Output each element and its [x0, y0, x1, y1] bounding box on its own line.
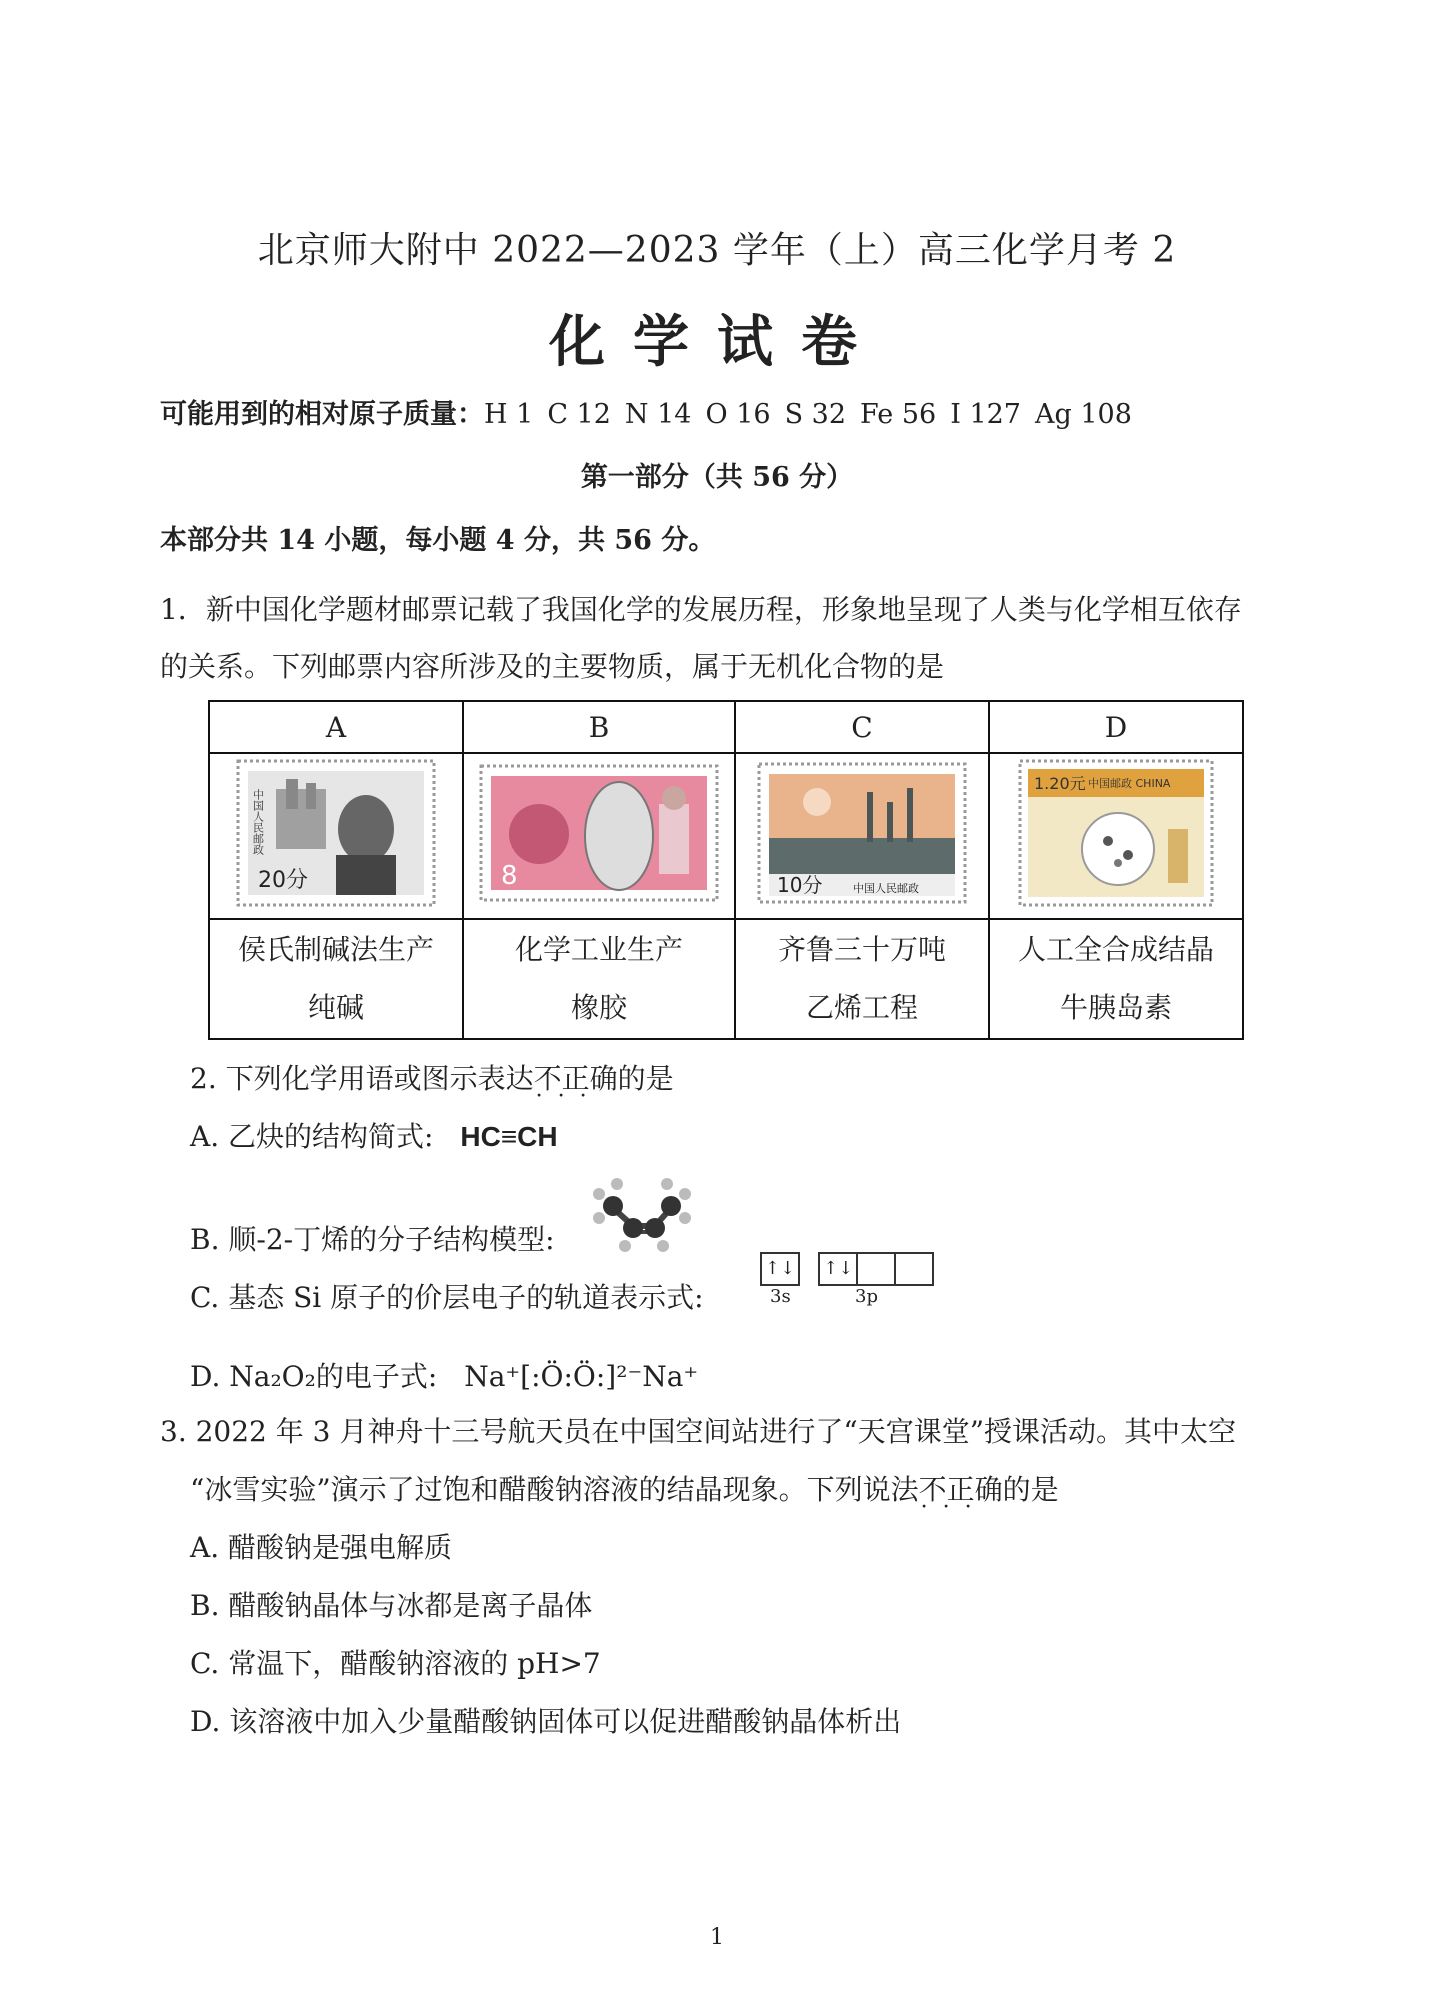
exam-title: 北京师大附中 2022—2023 学年（上）高三化学月考 2 — [257, 230, 1177, 271]
q2-option-c: C. 基态 Si 原子的价层电子的轨道表示式: — [190, 1281, 704, 1314]
q3-option-c: C. 常温下，醋酸钠溶液的 pH>7 — [190, 1647, 601, 1680]
q3-option-d: D. 该溶液中加入少量醋酸钠固体可以促进醋酸钠晶体析出 — [190, 1705, 902, 1738]
q3-option-a: A. 醋酸钠是强电解质 — [190, 1531, 453, 1564]
column-letter: A — [209, 701, 463, 753]
orbital-3p-label: 3p — [855, 1286, 878, 1307]
cis-2-butene-model-icon — [585, 1168, 695, 1252]
stamp-b-image — [479, 764, 719, 902]
q2-option-b: B. 顺-2-丁烯的分子结构模型: — [190, 1223, 555, 1256]
stamp-caption-b: 化学工业生产 橡胶 — [463, 919, 735, 1039]
q3-line1: 3. 2022 年 3 月神舟十三号航天员在中国空间站进行了“天宫课堂”授课活动。其中太空 — [160, 1415, 1237, 1448]
orbital-3s-label: 3s — [770, 1286, 791, 1307]
stamp-c-value: 10分 — [777, 872, 823, 897]
stamp-caption-a: 侯氏制碱法生产 纯碱 — [209, 919, 463, 1039]
stamp-d-text: 中国邮政 CHINA — [1088, 776, 1171, 790]
q2-stem: 2. 下列化学用语或图示表达不正确 · · ·的是 — [190, 1057, 674, 1097]
stamp-c-image — [757, 762, 967, 904]
exam-subtitle: 化学试卷 — [549, 309, 885, 375]
stamp-caption-d: 人工全合成结晶 牛胰岛素 — [989, 919, 1243, 1039]
atomic-mass: C 12 — [547, 399, 611, 430]
atomic-mass: Fe 56 — [860, 399, 937, 430]
q2-option-a: A. 乙炔的结构简式: HC≡CH — [190, 1120, 558, 1153]
stamp-a-text: 中国人民邮政 — [251, 788, 265, 855]
q1-line2: 的关系。下列邮票内容所涉及的主要物质，属于无机化合物的是 — [160, 650, 945, 683]
q2-emphasis: 不正确 · · · — [534, 1062, 618, 1095]
q2-option-d: D. Na₂O₂的电子式: Na⁺[:Ö:Ö:]²⁻Na⁺ — [190, 1360, 699, 1393]
atomic-mass: O 16 — [705, 399, 771, 430]
stamp-c-text: 中国人民邮政 — [853, 881, 919, 895]
atomic-masses-label: 可能用到的相对原子质量： — [160, 399, 484, 430]
page-number: 1 — [710, 1925, 724, 1950]
stamp-b-value: 8 — [501, 860, 518, 891]
q2-option-a-formula: HC≡CH — [460, 1121, 558, 1152]
column-letter: D — [989, 701, 1243, 753]
stamp-cell-c — [735, 753, 989, 919]
q2-option-d-formula: Na⁺[:Ö:Ö:]²⁻Na⁺ — [464, 1360, 699, 1393]
stamp-caption-c: 齐鲁三十万吨 乙烯工程 — [735, 919, 989, 1039]
atomic-mass: H 1 — [484, 399, 534, 430]
atomic-mass: I 127 — [950, 399, 1021, 430]
column-letter: C — [735, 701, 989, 753]
part-heading: 第一部分（共 56 分） — [580, 462, 854, 493]
orbital-diagram — [760, 1252, 934, 1308]
stamp-cell-b — [463, 753, 735, 919]
column-letter: B — [463, 701, 735, 753]
part-intro: 本部分共 14 小题，每小题 4 分，共 56 分。 — [160, 525, 716, 556]
q3-line2: “冰雪实验”演示了过饱和醋酸钠溶液的结晶现象。下列说法不正确 · · ·的是 — [190, 1468, 1059, 1508]
orbital-3p-box: ↑↓ — [818, 1252, 858, 1286]
stamp-cell-a — [209, 753, 463, 919]
atomic-mass: Ag 108 — [1035, 399, 1132, 430]
q1-line1: 1．新中国化学题材邮票记载了我国化学的发展历程，形象地呈现了人类与化学相互依存 — [160, 593, 1242, 626]
stamp-a-value: 20分 — [258, 867, 308, 893]
stamp-d-image — [1018, 759, 1214, 907]
atomic-mass: N 14 — [624, 399, 692, 430]
stamp-a-image — [236, 759, 436, 907]
orbital-3p-box — [896, 1252, 934, 1286]
orbital-3p-box — [858, 1252, 896, 1286]
orbital-3s-box: ↑↓ — [760, 1252, 800, 1286]
stamp-d-value: 1.20元 — [1034, 773, 1086, 793]
stamp-table — [208, 700, 1244, 1040]
stamp-cell-d — [989, 753, 1243, 919]
atomic-mass: S 32 — [784, 399, 847, 430]
atomic-masses — [160, 392, 1132, 431]
q3-emphasis: 不正确 · · · — [919, 1473, 1003, 1506]
q3-option-b: B. 醋酸钠晶体与冰都是离子晶体 — [190, 1589, 593, 1622]
